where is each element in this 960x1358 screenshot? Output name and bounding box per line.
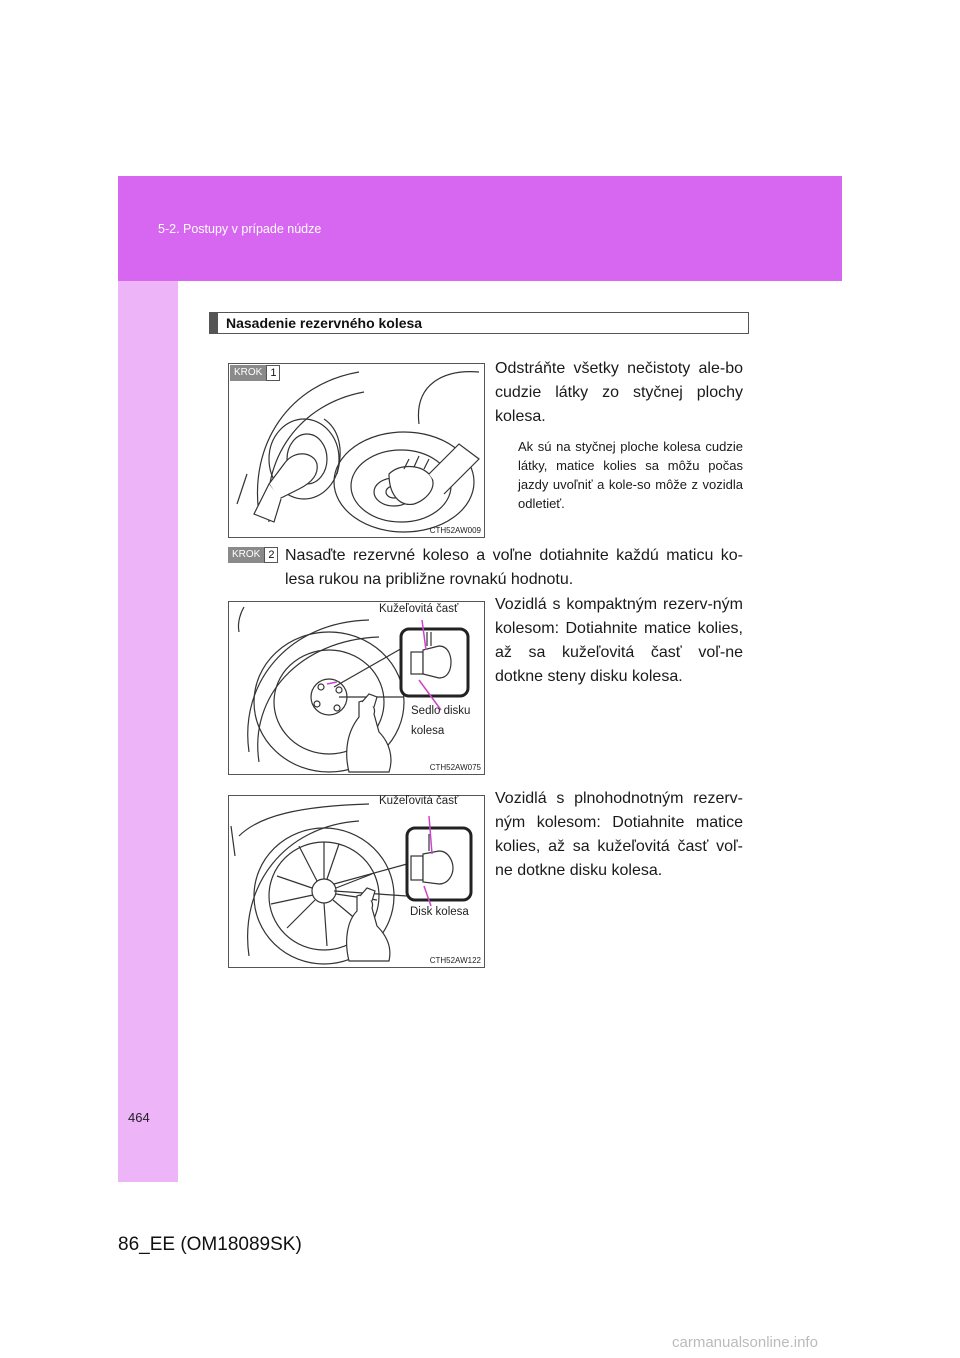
figure-step1 — [228, 363, 485, 538]
section-title: Nasadenie rezervného kolesa — [226, 315, 423, 331]
label-cone: Kužeľovitá časť — [379, 795, 459, 807]
side-band — [118, 281, 178, 1182]
wheel-cleaning-illustration — [229, 364, 484, 537]
footer-code: 86_EE (OM18089SK) — [118, 1234, 302, 1255]
label-cone: Kužeľovitá časť — [379, 603, 459, 615]
compact-text: Vozidlá s kompaktným rezerv-ným kolesom: Dotiahnite matice kolies, až sa kužeľovitá časť voľ-ne dotkne steny disku kolesa. — [495, 596, 743, 685]
step2-text: Nasaďte rezervné koleso a voľne dotiahnite každú maticu ko-lesa rukou na približne rovnakú hodnotu. — [285, 547, 743, 588]
title-marker — [210, 313, 218, 333]
fullsize-spare-illustration — [229, 796, 484, 967]
compact-spare-illustration — [229, 602, 484, 774]
figure-code: CTH52AW122 — [429, 956, 481, 965]
figure-compact-spare — [228, 601, 485, 775]
figure-code: CTH52AW075 — [429, 763, 481, 772]
figure-fullsize-spare — [228, 795, 485, 968]
step1-text: Odstráňte všetky nečistoty ale-bo cudzie látky zo styčnej plochy kolesa. — [495, 360, 743, 425]
watermark: carmanualsonline.info — [672, 1334, 818, 1351]
label-seat-line2: kolesa — [411, 725, 445, 737]
step-badge-2 — [228, 547, 278, 563]
label-seat-line1: Sedlo disku — [411, 705, 471, 717]
step-keyword: KROK — [230, 365, 266, 381]
section-title-bar — [209, 312, 749, 334]
fullsize-text: Vozidlá s plnohodnotným rezerv-ným kolesom: Dotiahnite matice kolies, až sa kužeľovitá časť voľ-ne dotkne disku kolesa. — [495, 790, 743, 879]
label-disc: Disk kolesa — [410, 906, 469, 918]
step-number: 1 — [266, 365, 280, 381]
figure-code: CTH52AW009 — [429, 526, 481, 535]
step1-note: Ak sú na styčnej ploche kolesa cudzie látky, matice kolies sa môžu počas jazdy uvoľniť a kole-so môže z vozidla odletieť. — [518, 439, 743, 511]
section-label: 5-2. Postupy v prípade núdze — [158, 222, 322, 236]
step-keyword: KROK — [228, 547, 264, 563]
step-badge-1 — [230, 365, 280, 381]
step-number: 2 — [264, 547, 278, 563]
page-number: 464 — [128, 1110, 150, 1125]
